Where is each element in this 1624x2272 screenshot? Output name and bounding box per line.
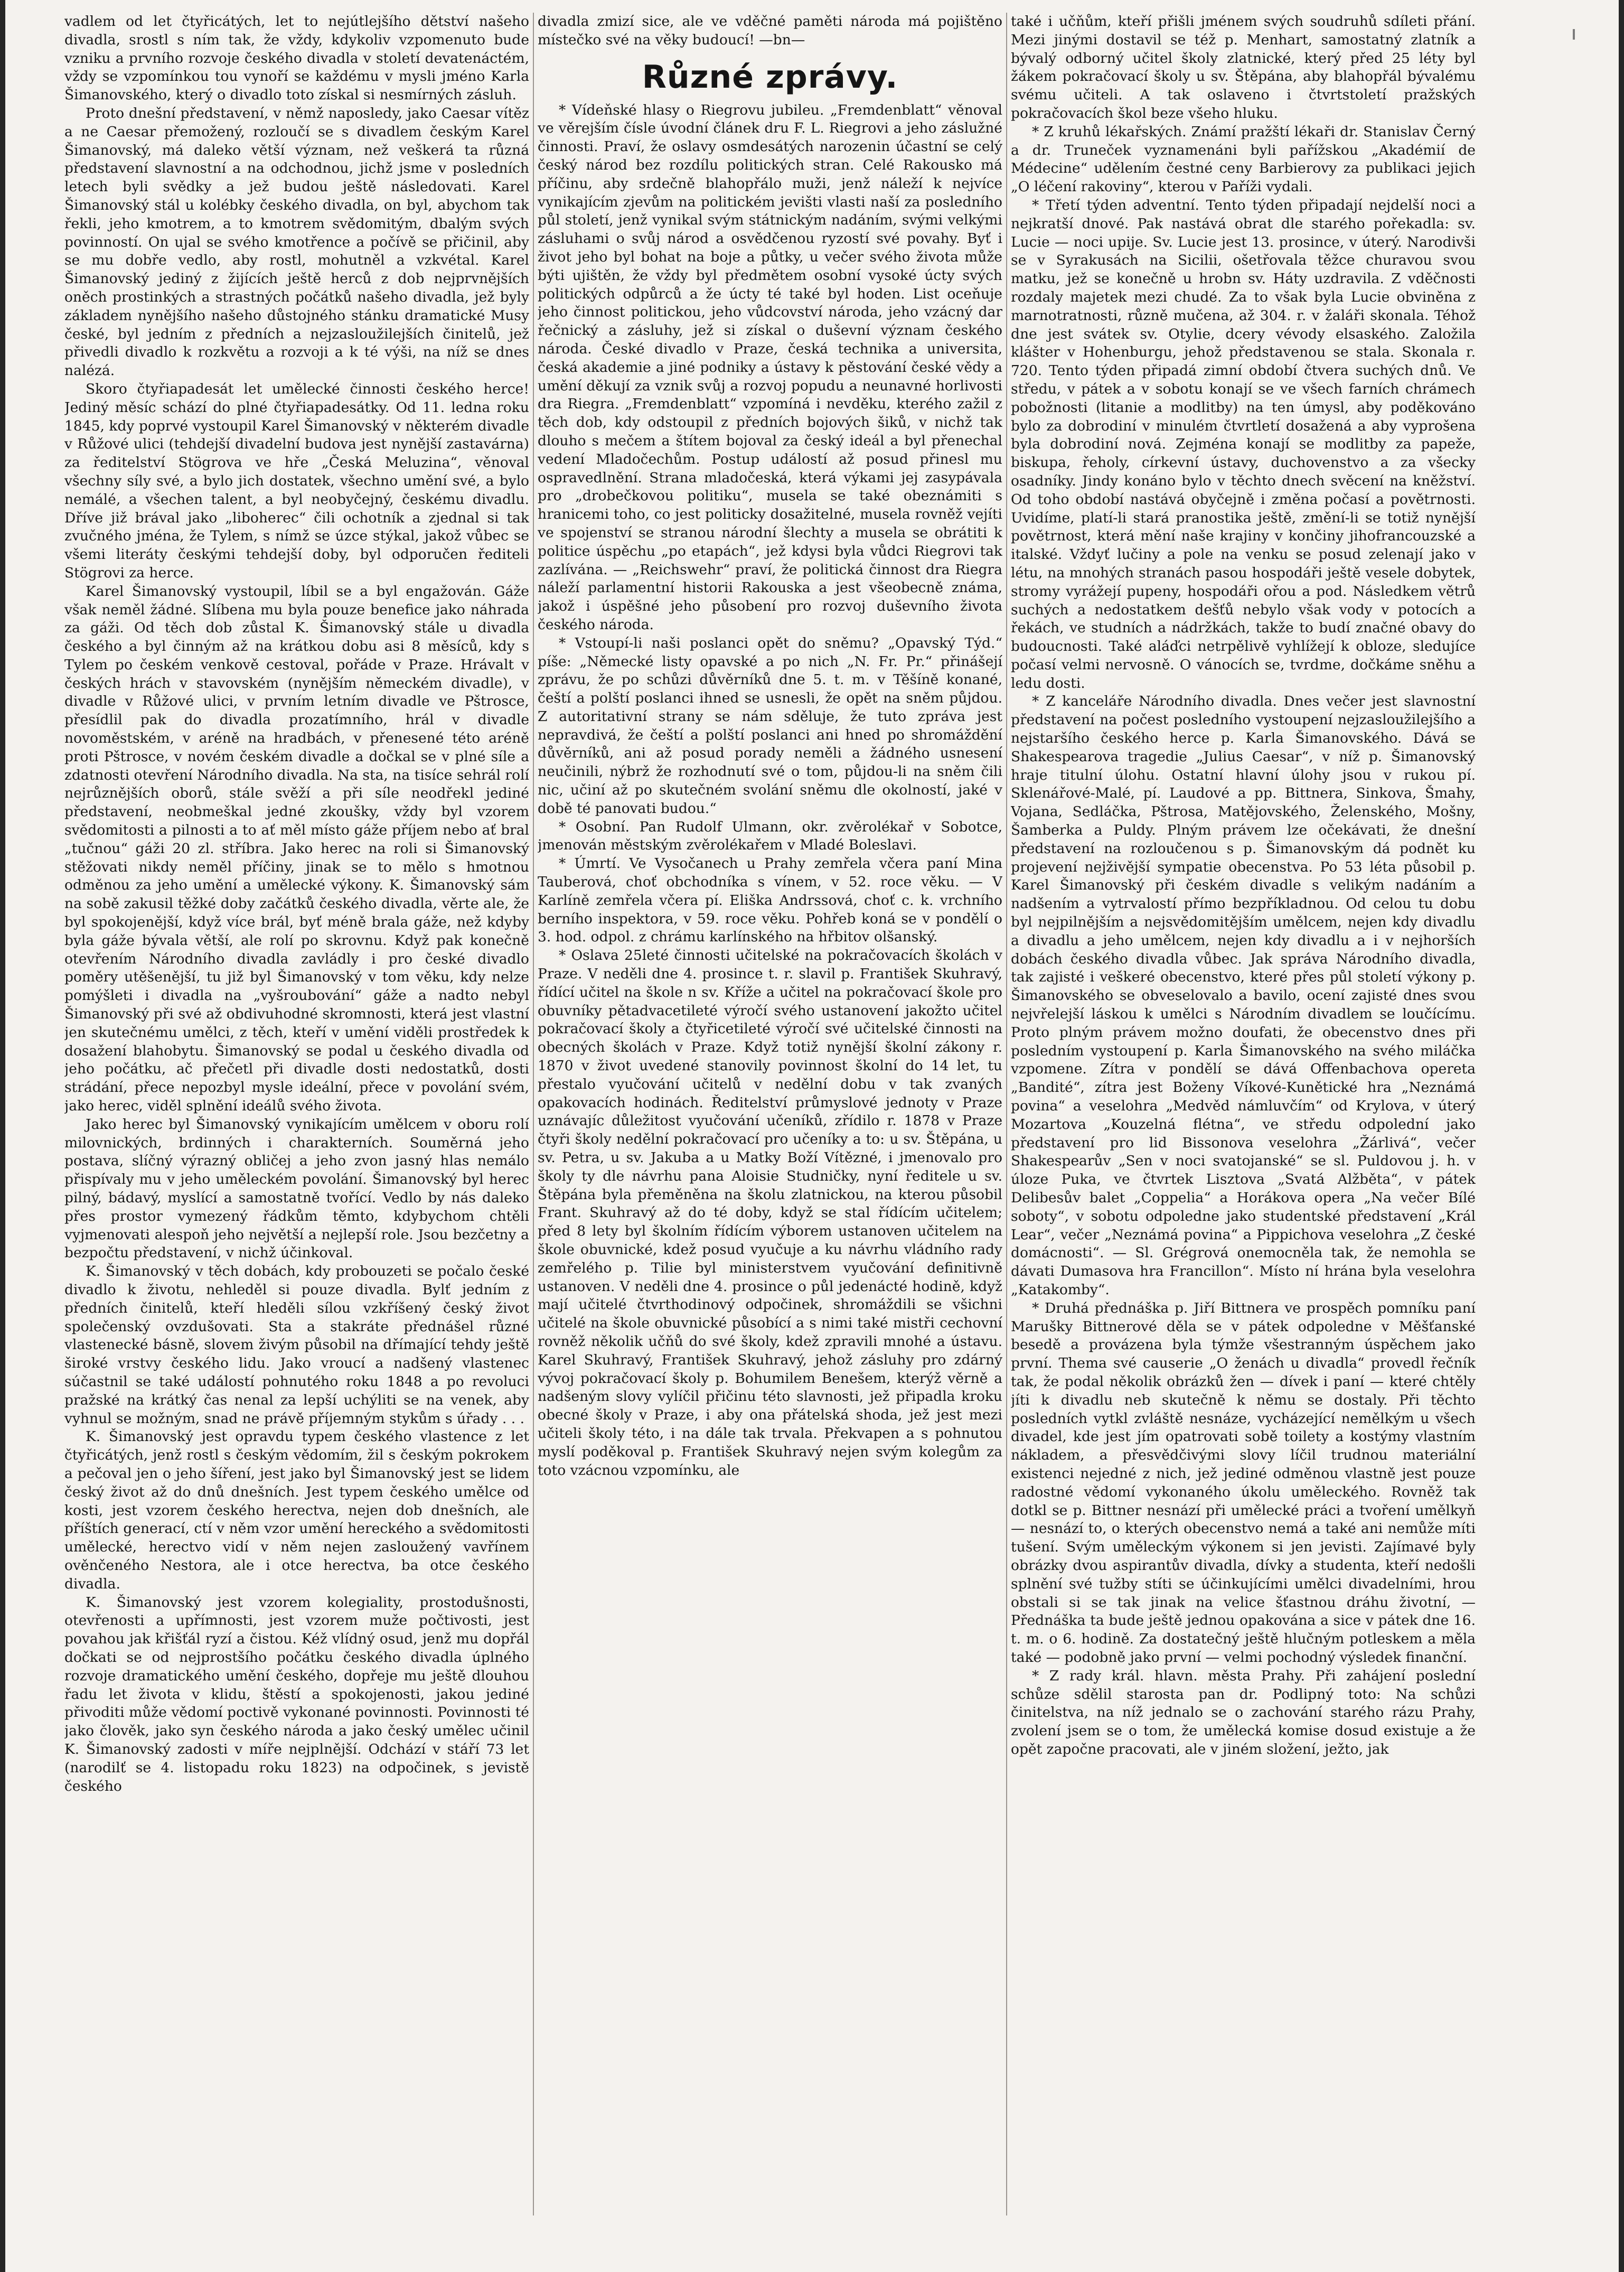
news-item: * Úmrtí. Ve Vysočanech u Prahy zemřela včera paní Mina Tauberová, choť obchodníka s vínem, v 52. roce věku. — V Karlíně zemřela včera pí. Eliška Andrssová, choť c. k. vrchního berního inspektora, v 59. roce věku. Pohřeb koná se v pondělí o 3. hod. odpol. z chrámu karlínského na hřbitov olšanský. <box>538 855 1002 946</box>
column-1-paragraph: Karel Šimanovský vystoupil, líbil se a byl engažován. Gáže však neměl žádné. Slíbena mu byla pouze benefice jako náhrada za gáži. Od těch dob zůstal K. Šimanovský stále u divadla českého a byl činným až na krátkou dobu asi 8 měsíců, kdy s Tylem po českém venkově cestoval, pořáde v Praze. Hrávalt v českých hrách v stavovském (nynějším německém divadle), v divadle v Růžové ulici, v prvním letním divadle ve Pštrosce, přesídlil pak do divadla prozatímního, hrál v divadle novoměstském, v aréně na hradbách, v přenesené této aréně proti Pštrosce, v novém českém divadle a dočkal se v plné síle a zdatnosti otevření Národního divadla. Na sta, na tisíce sehrál rolí nejrůznějších oborů, stále svěží a při síle neodřekl jediné představení, neobmeškal jedné zkoušky, vždy byl vzorem svědomitosti a pilnosti a to ať měl místo gáže příjem nebo ať bral „tučnou“ gáži 20 zl. stříbra. Jako herec na roli si Šimanovský stěžovati nikdy neměl příčiny, jinak se to mělo s hmotnou odměnou za jeho umění a umělecké výkony. K. Šimanovský sám na sobě zakusil těžké doby začátků českého divadla, věrte ale, že byl spokojenější, když více brál, byť méně brala gáže, než kdyby byla gáže bývala větší, ale rolí po skrovnu. Když pak konečně otevřením Národního divadla zavládly i pro české divadlo poměry utěšenější, tu již byl Šimanovský v tom věku, kdy nelze pomýšleti i divadla na „vyšroubování“ gáže a nadto nebyl Šimanovský při své až obdivuhodné skromnosti, která jest vlastní jen skutečnému umělci, z těch, kteří v umění viděli prostředek k dosažení blahobytu. Šimanovský se podal u českého divadla od jeho počátku, ač přečetl při divadle dosti nedostatků, dosti strádání, přece nepozbyl mysle ideální, přece v povolání svém, jako herec, viděl splnění ideálů svého života. <box>64 583 529 1115</box>
section-heading: Různé zprávy. <box>642 58 898 96</box>
newspaper-page <box>5 0 1619 2272</box>
column-1-paragraph: vadlem od let čtyřicátých, let to nejútlejšího dětství našeho divadla, srostl s ním tak, že vždy, kdykoliv vzpomenuto bude vzniku a prvního rozvoje českého divadla v století devatenáctém, vždy se vzpomínkou tou vynoří se každému v mysli jméno Karla Šimanovského, který o divadlo toto získal si nesmírných zásluh. <box>64 13 529 104</box>
news-item: * Z rady král. hlavn. města Prahy. Při zahájení poslední schůze sdělil starosta pan dr. Podlipný toto: Na schůzi činitelstva, na níž jednalo se o zachování starého rázu Prahy, zvolení jsem se o tom, že umělecká komise dosud existuje a že opět započne pracovati, ale v jiném složení, ježto, jak <box>1011 1667 1476 1757</box>
news-item: také i učňům, kteří přišli jménem svých soudruhů sdíleti přání. Mezi jinými dostavil se též p. Menhart, samostatný zlatník a bývalý odborný učitel školy zlatnické, který před 25 léty byl žákem pokračovací školy u sv. Štěpána, aby blahopřál bývalému svému učiteli. A tak oslaveno i čtvrtstoletí pražských pokračovacích škol beze všeho hluku. <box>1011 13 1476 121</box>
column-1-paragraph: Skoro čtyřiapadesát let umělecké činnosti českého herce! Jediný měsíc schází do plné čtyřiapadesátky. Od 11. ledna roku 1845, kdy poprvé vystoupil Karel Šimanovský v některém divadle v Růžové ulici (tehdejší divadelní budova jest nynější zastavárna) za ředitelství Stögrova ve hře „Česká Meluzina“, věnoval všechny síly své, a bylo jich dostatek, všechno umění své, a bylo nemálé, a všechen talent, a byl neobyčejný, českému divadlu. Dříve již brával jako „liboherec“ čili ochotník a zjednal si tak zvučného jména, že Tylem, s nímž se úzce stýkal, jakož vůbec se všemi literáty českými tehdejší doby, byl odporučen řediteli Stögrovi za herce. <box>64 380 529 581</box>
column-1-paragraph: K. Šimanovský v těch dobách, kdy probouzeti se počalo české divadlo k životu, nehleděl si pouze divadla. Bylť jedním z předních činitelů, kteří hleděli sílou vzkříšený český život společenský ovzdušovati. Sta a stakráte přednášel různé vlastenecké básně, slovem živým působil na dřímající tehdy ještě široké vrstvy českého lidu. Jako vroucí a nadšený vlastenec súčastnil se také událostí pohnutého roku 1848 a po revoluci pražské na krátký čas nenal za lepší uchýliti se na venek, aby vyhnul se možným, snad ne právě příjemným stykům s úřady . . . <box>64 1263 529 1427</box>
news-item: * Druhá přednáška p. Jiří Bittnera ve prospěch pomníku paní Marušky Bittnerové děla se v pátek odpoledne v Měšťanské besedě a provázena byla týmže všestranným úspěchem jako první. Thema své causerie „O ženách u divadla“ provedl řečník tak, že podal několik obrázků žen — dívek i paní — které chtěly jíti k divadlu neb skutečně k němu se dostaly. Při těchto posledních vytkl zvláště nesnáze, vycházející nemělkým u všech divadel, kde jest jím opatrovati sobě toilety a kostýmy vlastním nákladem, a přesvědčivými slovy líčil trudnou materiální existenci nejedné z nich, jež jediné odměnou vlastně jest pouze radostné vědomí vykonaného úkolu uměleckého. Rovněž tak dotkl se p. Bittner nesnází při umělecké práci a tvoření umělkyň — nesnází to, o kterých obecenstvo nemá a také ani nemůže míti tušení. Svým uměleckým výkonem si jen jevisti. Zajímavé byly obrázky dvou aspirantův divadla, dívky a studenta, kteří nedošli splnění své tužby stíti se účinkujícími umělci divadelními, hrou obstali si se tak jinak na velice šťastnou dráhu životní, — Přednáška ta bude ještě jednou opakována a sice v pátek dne 16. t. m. o 6. hodině. Za dostatečný ještě hlučným potleskem a měla také — podobně jako první — velmi pochodný výsledek finanční. <box>1011 1299 1476 1666</box>
column-1 <box>64 13 529 2215</box>
column-1-paragraph: Proto dnešní představení, v němž naposledy, jako Caesar vítěz a ne Caesar přemožený, rozloučí se s divadlem českým Karel Šimanovský, má daleko větší význam, než veškerá ta různá představení slavnostní a na odchodnou, jichž jsme v posledních letech byli svědky a jež budou ještě následovati. Karel Šimanovský stál u kolébky českého divadla, on byl, abychom tak řekli, jeho kmotrem, a to kmotrem svědomitým, dbalým svých povinností. On ujal se svého kmotřence a počívě se přičinil, aby se mu dobře vedlo, aby rostl, mohutněl a vzkvétal. Karel Šimanovský jediný z žijících ještě herců z dob nejprvnějších oněch prostinkých a strastných počátků našeho divadla, jež byly základem nynějšího našeho důstojného stánku dramatické Musy české, byl jedním z předních a nejzasloužilejších činitelů, jež přivedli divadlo k rozkvětu a rozvoji a k té výši, na níž se dnes nalézá. <box>64 105 529 379</box>
news-item: * Osobní. Pan Rudolf Ulmann, okr. zvěrolékař v Sobotce, jmenován městským zvěrolékařem v Mladé Boleslavi. <box>538 818 1002 854</box>
column-divider <box>1006 13 1007 2215</box>
column-1-paragraph: K. Šimanovský jest vzorem kolegiality, prostodušnosti, otevřenosti a upřímnosti, jest vzorem muže počtivosti, jest povahou jak křišťál ryzí a čistou. Kéž vlídný osud, jenž mu dopřál dočkati se od nejprostšího počátku českého divadla úplného rozvoje dramatického umění českého, dopřeje mu ještě dlouhou řadu let života v klidu, štěstí a spokojenosti, jakou jediné přivoditi může vědomí poctivě vykonané povinnosti. Povinnosti té jako člověk, jako syn českého národa a jako český umělec učinil K. Šimanovský zadosti v míře nejplnější. Odchází v stáří 73 let (narodilť se 4. listopadu roku 1823) na odpočinek, s jevistě českého <box>64 1594 529 1794</box>
column-1-paragraph: Jako herec byl Šimanovský vynikajícím umělcem v oboru rolí milovnických, brdinných i charakterních. Souměrná jeho postava, slíčný výrazný obličej a jeho zvon jasný hlas nemálo přispívaly mu v jeho uměleckém povolání. Šimanovský byl herec pilný, bádavý, myslící a samostatně tvořící. Vedlo by nás daleko přes prostor vymezený řádkům těmto, kdybychom chtěli vyjmenovati alespoň jeho největší a nejlepší role. Jsou bezčetny a bezpočtu představení, v nichž účinkoval. <box>64 1116 529 1261</box>
column-1-paragraph: K. Šimanovský jest opravdu typem českého vlastence z let čtyřicátých, jenž rostl s českým vědomím, žil s českým pokrokem a pečoval jen o jeho šíření, jest jako byl Šimanovský jest se lidem český život až do dnů dnešních. Jest typem českého umělce od kosti, jest vzorem českého herectva, nejen dob dnešních, ale příštích generací, ctí v něm vzor umění hereckého a svědomitosti umělecké, herectvo vidí v něm nejen zasloužený vavřínem ověnčeného Nestora, ale i otce herectva, ba otce českého divadla. <box>64 1428 529 1592</box>
column-2 <box>538 13 1002 2215</box>
column-3 <box>1011 13 1476 2215</box>
column-2-intro: divadla zmizí sice, ale ve vděčné paměti národa má pojištěno místečko své na věky budoucí! —bn— <box>538 13 1002 48</box>
news-item: * Třetí týden adventní. Tento týden připadají nejdelší noci a nejkratší dnové. Pak nastává obrat dle starého pořekadla: sv. Lucie — noci upije. Sv. Lucie jest 13. prosince, v úterý. Narodivši se v Syrakusách na Sicilii, ošetřovala těžce churavou svou matku, jež se konečně u hrobn sv. Háty uzdravila. Z vděčnosti rozdaly majetek mezi chudé. Za to však byla Lucie obviněna z marnotratnosti, různě mučena, až 304. r. v žaláři skonala. Téhož dne jest svátek sv. Otylie, dcery vévody elsaského. Založila klášter v Hohenburgu, jehož představenou se stala. Skonala r. 720. Tento týden připadá zimní období čtvera suchých dnů. Ve středu, v pátek a v sobotu konají se ve všech farních chrámech pobožnosti (litanie a modlitby) na ten úmysl, aby poděkováno bylo za dobrodiní v minulém čtvrtletí dosažená a aby vyprošena byla dobrodiní nová. Zejména konají se modlitby za papeže, biskupa, řeholy, církevní ústavy, duchovenstvo a za všecky osadníky. Jindy konáno bylo v těchto dnech svěcení na kněžství. Od toho období nastává obyčejně i změna počasí a povětrnosti. Uvidíme, platí-li stará pranostika ještě, změní-li se totiž nynější povětrnost, která mění naše krajiny v končiny jihofrancouzské a italské. Vždyť lučiny a pole na venku se posud zelenají jako v létu, na mnohých stranách pasou hospodáři ještě vesele dobytek, stromy vyrážejí pupeny, hospodáři ořou a pod. Následkem větrů suchých a nedostatkem dešťů nebylo však vody v potocích a řekách, ve studních a nádržkách, takže to budí značné obavy do budoucnosti. Také aláďci netrpělivě vyhlížejí k obloze, sledujíce počasí velmi nervosně. O vánocích se, tvrdme, dočkáme sněhu a ledu dosti. <box>1011 197 1476 691</box>
news-item: * Vstoupí-li naši poslanci opět do sněmu? „Opavský Týd.“ píše: „Německé listy opavské a po nich „N. Fr. Pr.“ přinášejí zprávu, že po schůzi důvěrníků dne 5. t. m. v Těšíně konané, čeští a polští poslanci ihned se usnesli, že opět na sněm půjdou. Z autoritativní strany se nám sděluje, že tuto zpráva jest nepravdivá, že čeští a polští poslanci ani hned po shromáždění důvěrníků, ani až posud porady neměli a žádného usnesení neučinili, nýbrž že rozhodnutí své o tom, půjdou-li na sněm čili nic, učiní až po skutečném svolání sněmu dle okolností, jaké v době té panovati budou.“ <box>538 634 1002 817</box>
news-item: * Z kruhů lékařských. Známí pražští lékaři dr. Stanislav Černý a dr. Truneček vyznamenáni byli pařížskou „Akadémií de Médecine“ udělením čestné ceny Barbierovy za publikaci jejich „O léčení rakoviny“, kterou v Paříži vydali. <box>1011 123 1476 195</box>
news-item: * Vídeňské hlasy o Riegrovu jubileu. „Fremdenblatt“ věnoval ve věrejším čísle úvodní článek dru F. L. Riegrovi a jeho záslužné činnosti. Praví, že oslavy osmdesátých narozenin účastní se celý český národ bez rozdílu politických stran. Celé Rakousko má příčinu, aby srdečně blahopřálo muži, jenž náleží k nejvíce vynikajícím zjevům na politickém jevišti vlasti naší za posledního půl století, jenž vynikal svým státnickým nadáním, svými velkými zásluhami o svůj národ a osvědčenou ryzostí své povahy. Byť i život jeho byl bohat na boje a půtky, u večer svého života může býti ujištěn, že vždy byl předmětem osobní vysoké úcty svých politických odpůrců a že úcty té také byl hoden. List oceňuje jeho činnost politickou, jeho vůdcovství národa, jeho vzácný dar řečnický a zásluhy, jež si získal o duševní význam českého národa. České divadlo v Praze, česká technika a universita, česká akademie a jiné podniky a ústavy k pěstování české vědy a umění děkují za vznik svůj a rozvoj popudu a neunavné horlivosti dra Riegra. „Fremdenblatt“ vzpomíná i nevděku, kterého zažil z těch dob, kdy odstoupil z předních bojových šiků, v nichž tak dlouho s mečem a štítem bojoval za český ideál a byl přenechal vedení Mladočechům. Postup událostí až posud přinesl mu ospravedlnění. Strana mladočeská, která výkami jej zasypávala pro „drobečkovou politiku“, musela se také obeznámiti s hranicemi toho, co jest politicky dosažitelné, musela rovněž vejíti ve spojenství se stranou národní šlechty a musela se obrátiti k politice úspěchu „po etapách“, jež kdysi byla vůdci Riegrovi tak zazlívána. — „Reichswehr“ praví, že politická činnost dra Riegra náleží parlamentní historii Rakouska a jest všeobecně známa, jakož i úspěšné jeho působení pro rozvoj duševního života českého národa. <box>538 101 1002 633</box>
news-item: * Z kanceláře Národního divadla. Dnes večer jest slavnostní představení na počest posledního vystoupení nejzasloužilejšího a nejstaršího českého herce p. Karla Šimanovského. Dává se Shakespearova tragedie „Julius Caesar“, v níž p. Šimanovský hraje titulní úlohu. Ostatní hlavní úlohy jsou v rukou pí. Sklenářové-Malé, pí. Laudové a pp. Bittnera, Sinkova, Šmahy, Vojana, Sedláčka, Pštrosa, Matějovského, Želenského, Mošny, Šamberka a Puldy. Plným právem lze očekávati, že dnešní představení na rozloučenou s p. Šimanovským dá podnět ku projevení nejživější sympatie obecenstva. Po 53 léta působil p. Karel Šimanovský při českém divadle s velikým nadáním a nadšením a vytrvalostí přímo bezpříkladnou. Od celou tu dobu byl nejpilnějším a nejsvědomitějším umělcem, nejen kdy divadlu a divadlu a jeho umělcem, nejen kdy divadlu a i v nejhorších dobách českého divadla vůbec. Jak správa Národního divadla, tak zajisté i veškeré obecenstvo, které přes půl století výkony p. Šimanovského se obveselovalo a bavilo, ocení zajisté dnes svou nejvřelejší láskou k umělci s Národním divadlem se loučícímu. Proto plným právem možno doufati, že obecenstvo dnes při posledním vystoupení p. Karla Šimanovského na svého miláčka vzpomene. Zítra v pondělí se dává Offenbachova opereta „Bandité“, zítra jest Boženy Víkové-Kunětické hra „Neznámá povina“ a veselohra „Medvěd námluvčím“ od Krylova, v úterý Mozartova „Kouzelná flétna“, ve středu odpolední jako představení pro lid Bissonova veselohra „Žárlivá“, večer Shakespearův „Sen v noci svatojanské“ se sl. Puldovou j. h. v úloze Puka, ve čtvrtek Lisztova „Svatá Alžběta“, v pátek Delibesův balet „Coppelia“ a Horákova opera „Na večer Bílé soboty“, v sobotu odpoledne jako studentské představení „Král Lear“, večer „Neznámá povina“ a Pippichova veselohra „Z české domácnosti“. — Sl. Grégrová onemocněla tak, že nemohla se dávati Dumasova hra Francillon“. Místo ní hrána byla veselohra „Katakomby“. <box>1011 693 1476 1298</box>
page-corner-mark <box>1573 29 1575 40</box>
column-divider <box>533 13 534 2215</box>
news-item: * Oslava 25leté činnosti učitelské na pokračovacích školách v Praze. V neděli dne 4. prosince t. r. slavil p. František Skuhravý, řídící učitel na škole n sv. Kříže a učitel na pokračovací škole pro obuvníky pětadvacetileté výročí svého ustanovení jakožto učitel pokračovací školy a čtyřicetileté výročí své učitelské činnosti na obecných školách v Praze. Když totiž nynější školní zákony r. 1870 v život uvedené stanovily povinnost školní do 14 let, tu přestalo vyučování učitelů v nedělní dobu v tak zvaných opakovacích hodinách. Ředitelství průmyslové jednoty v Praze uznávajíc důležitost vyučování učeníků, zřídilo r. 1878 v Praze čtyři školy nedělní pokračovací pro učeníky a to: u sv. Štěpána, u sv. Petra, u sv. Jakuba a u Matky Boží Vítězné, i jmenovalo pro školy ty dle návrhu pana Aloisie Studničky, nyní ředitele u sv. Štěpána byla přeměněna na školu zlatnickou, na kterou působil Frant. Skuhravý až do té doby, když se stal řídícím učitelem; před 8 lety byl školním řídícím výborem ustanoven učitelem na škole obuvnické, kdež posud vyučuje a ku návrhu vládního rady zemřelého p. Tilie byl ministerstvem vyučování definitivně ustanoven. V neděli dne 4. prosince o půl jedenácté hodině, když mají učitelé čtvrthodinový odpočinek, shromáždili se všichni učitelé na škole obuvnické působící a s nimi také mistři cechovní rovněž několik učňů do své školy, kdež zpravili mnohé a ústavu. Karel Skuhravý, František Skuhravý, jehož zásluhy pro zdárný vývoj pokračovací školy p. Bohumilem Benešem, kterýž věrně a nadšeným slovy vylíčil přičinu této slavnosti, jež připadla kroku obecné školy v Praze, i aby ona přátelská shoda, jež jest mezi učiteli školy této, i na dále tak trvala. Překvapen a s pohnutou myslí poděkoval p. František Skuhravý nejen svým kolegům za toto vzácnou vzpomínku, ale <box>538 947 1002 1479</box>
